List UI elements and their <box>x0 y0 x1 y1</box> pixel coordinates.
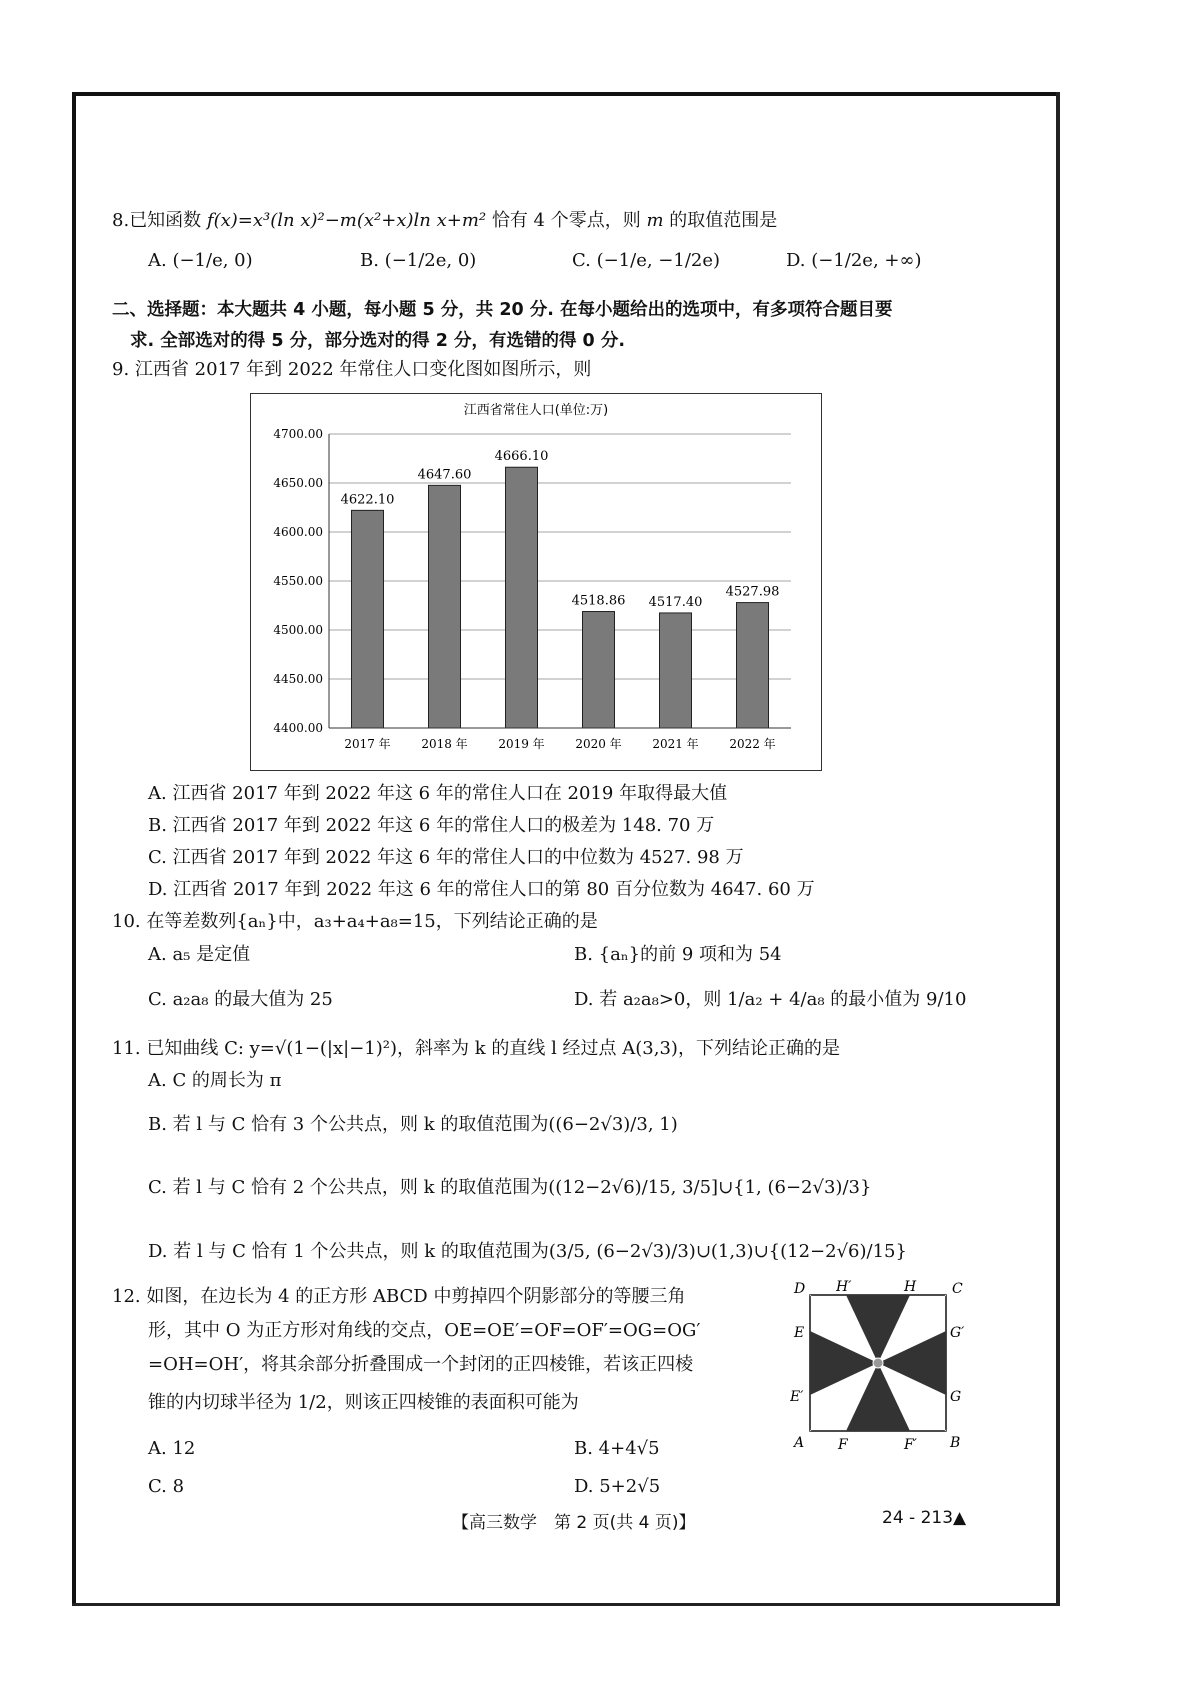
chart-y-tick-label: 4600.00 <box>273 525 323 539</box>
chart-value-label: 4527.98 <box>725 584 780 600</box>
q8-option-c: C. (−1/e, −1/2e) <box>572 250 721 271</box>
chart-x-tick-label: 2017 年 <box>344 737 391 751</box>
chart-x-tick-label: 2022 年 <box>729 737 776 751</box>
q10-option-c: C. a₂a₈ 的最大值为 25 <box>148 989 333 1010</box>
chart-value-label: 4622.10 <box>340 492 395 508</box>
q10-option-d: D. 若 a₂a₈>0，则 1/a₂ + 4/a₈ 的最小值为 9/10 <box>574 989 967 1010</box>
chart-y-tick-label: 4650.00 <box>273 476 323 490</box>
q8-number: 8. <box>112 210 130 231</box>
label-g: G <box>950 1389 962 1405</box>
q8-stem-text-2: 恰有 4 个零点，则 <box>486 210 647 231</box>
label-f: F <box>838 1437 848 1450</box>
q9-option-d: D. 江西省 2017 年到 2022 年这 6 年的常住人口的第 80 百分位数为 4647. 60 万 <box>148 879 815 900</box>
center-o <box>873 1358 883 1368</box>
page-code: 24 - 213▲ <box>882 1508 967 1528</box>
q12-option-c: C. 8 <box>148 1476 185 1497</box>
label-e-prime: E′ <box>790 1389 804 1405</box>
label-b: B <box>950 1435 961 1450</box>
label-h: H <box>904 1279 917 1295</box>
label-g-prime: G′ <box>950 1325 965 1341</box>
chart-y-tick-label: 4450.00 <box>273 672 323 686</box>
q9-option-b: B. 江西省 2017 年到 2022 年这 6 年的常住人口的极差为 148. 70 万 <box>148 815 715 836</box>
chart-bar <box>429 485 461 728</box>
q12-stem-line3: =OH=OH′，将其余部分折叠围成一个封闭的正四棱锥，若该正四棱 <box>148 1354 694 1375</box>
chart-value-labels <box>341 449 780 610</box>
q11-option-a: A. C 的周长为 π <box>148 1070 282 1091</box>
q10-option-b: B. {aₙ}的前 9 项和为 54 <box>574 944 782 965</box>
q11-stem: 11. 已知曲线 C: y=√(1−(|x|−1)²)，斜率为 k 的直线 l 经过点 A(3,3)，下列结论正确的是 <box>112 1038 840 1059</box>
chart-x-tick-labels <box>344 736 775 751</box>
q12-stem-line4: 锥的内切球半径为 1/2，则该正四棱锥的表面积可能为 <box>148 1392 579 1413</box>
q12-option-a: A. 12 <box>148 1438 196 1459</box>
chart-value-label: 4666.10 <box>494 449 549 465</box>
chart-bar <box>737 603 769 728</box>
q12-square-figure <box>790 1275 965 1450</box>
chart-bar <box>352 510 384 728</box>
q12-stem-line2: 形，其中 O 为正方形对角线的交点，OE=OE′=OF=OF′=OG=OG′ <box>148 1320 701 1341</box>
page-border-bottom <box>72 1603 1060 1606</box>
population-chart <box>250 393 822 771</box>
page-border-top <box>72 92 1060 96</box>
chart-y-tick-label: 4700.00 <box>273 427 323 441</box>
q8-stem-text: 已知函数 <box>129 210 207 231</box>
q10-option-a: A. a₅ 是定值 <box>148 944 251 965</box>
q11-option-d: D. 若 l 与 C 恰有 1 个公共点，则 k 的取值范围为(3/5, (6−2√3)/3)∪(1,3)∪{(12−2√6)/15} <box>148 1241 907 1262</box>
q12-option-b: B. 4+4√5 <box>574 1438 660 1459</box>
q8-option-b: B. (−1/2e, 0) <box>360 250 477 271</box>
chart-bar <box>660 613 692 728</box>
chart-y-tick-label: 4550.00 <box>273 574 323 588</box>
chart-bars <box>352 467 769 728</box>
q9-option-c: C. 江西省 2017 年到 2022 年这 6 年的常住人口的中位数为 4527. 98 万 <box>148 847 744 868</box>
page-footer: 【高三数学 第 2 页(共 4 页)】 <box>452 1513 696 1533</box>
chart-y-tick-labels <box>273 427 323 735</box>
page-border-right <box>1056 92 1060 1606</box>
section2-heading-line2: 求. 全部选对的得 5 分，部分选对的得 2 分，有选错的得 0 分. <box>130 331 625 351</box>
q8-variable: m <box>646 210 664 231</box>
chart-x-tick-label: 2018 年 <box>421 737 468 751</box>
q11-option-b: B. 若 l 与 C 恰有 3 个公共点，则 k 的取值范围为((6−2√3)/3, 1) <box>148 1114 678 1135</box>
chart-bar <box>583 612 615 728</box>
q8-option-d: D. (−1/2e, +∞) <box>786 250 922 271</box>
chart-bar <box>506 467 538 728</box>
chart-title: 江西省常住人口(单位:万) <box>463 403 609 418</box>
q8-stem <box>112 208 777 234</box>
q10-stem: 10. 在等差数列{aₙ}中，a₃+a₄+a₈=15，下列结论正确的是 <box>112 911 598 932</box>
label-e: E <box>794 1325 805 1341</box>
chart-y-tick-label: 4500.00 <box>273 623 323 637</box>
label-h-prime: H′ <box>836 1279 852 1295</box>
page-border-left <box>72 92 76 1606</box>
chart-y-tick-label: 4400.00 <box>273 721 323 735</box>
chart-x-tick-label: 2020 年 <box>575 737 622 751</box>
q9-stem: 9. 江西省 2017 年到 2022 年常住人口变化图如图所示，则 <box>112 359 592 380</box>
section2-heading-line1: 二、选择题：本大题共 4 小题，每小题 5 分，共 20 分. 在每小题给出的选项中，有多项符合题目要 <box>112 300 893 320</box>
q8-stem-text-3: 的取值范围是 <box>663 210 778 231</box>
q12-stem-line1: 12. 如图，在边长为 4 的正方形 ABCD 中剪掉四个阴影部分的等腰三角 <box>112 1286 686 1307</box>
q8-function: f(x)=x³(ln x)²−m(x²+x)ln x+m² <box>206 210 487 231</box>
chart-x-tick-label: 2021 年 <box>652 737 699 751</box>
chart-value-label: 4517.40 <box>648 594 703 610</box>
chart-value-label: 4518.86 <box>571 593 626 609</box>
chart-gridlines <box>329 434 791 728</box>
label-d: D <box>794 1281 806 1297</box>
q11-option-c: C. 若 l 与 C 恰有 2 个公共点，则 k 的取值范围为((12−2√6)/15, 3/5]∪{1, (6−2√3)/3} <box>148 1177 872 1198</box>
q12-option-d: D. 5+2√5 <box>574 1476 661 1497</box>
label-c: C <box>952 1281 963 1297</box>
chart-value-label: 4647.60 <box>417 467 472 483</box>
chart-x-tick-label: 2019 年 <box>498 737 545 751</box>
q9-option-a: A. 江西省 2017 年到 2022 年这 6 年的常住人口在 2019 年取得最大值 <box>148 783 728 804</box>
label-f-prime: F′ <box>904 1437 917 1450</box>
population-chart-svg <box>251 394 821 770</box>
label-a: A <box>794 1435 805 1450</box>
q8-option-a: A. (−1/e, 0) <box>148 250 253 271</box>
